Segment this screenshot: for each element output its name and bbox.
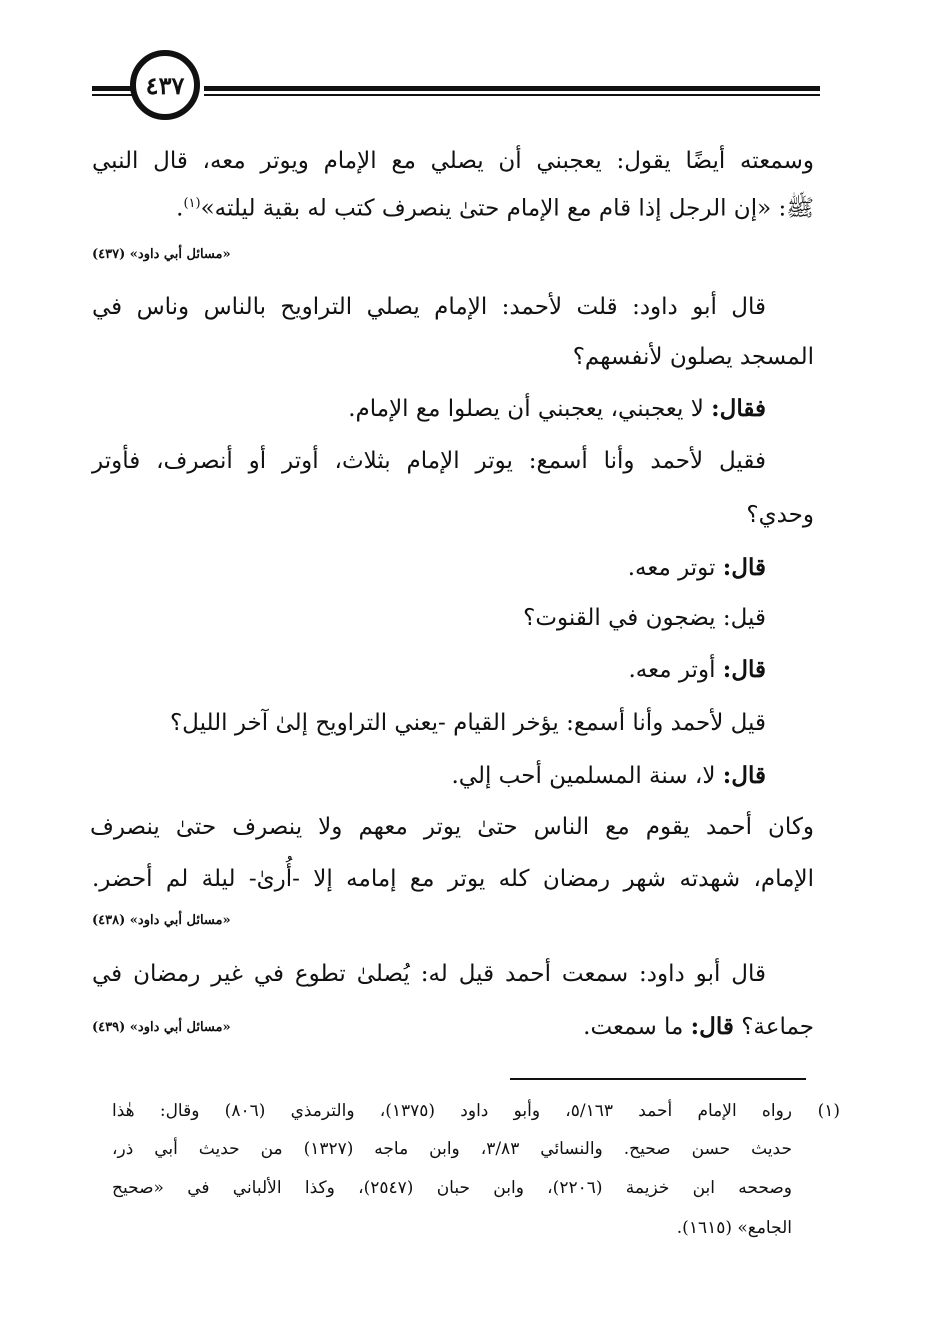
text-line xyxy=(92,556,814,580)
footnote-marker: (١) xyxy=(183,196,201,211)
page-number: ٤٣٧ xyxy=(130,50,200,120)
text-span: جماعة؟ xyxy=(733,1014,814,1040)
text-line xyxy=(92,658,814,682)
footnote-separator xyxy=(510,1078,806,1080)
footnote-line: حديث حسن صحيح. والنسائي ٣/٨٣، وابن ماجه (١٣٢٧) من حديث أبي ذر، xyxy=(112,1139,792,1159)
text-line: فقيل لأحمد وأنا أسمع: يوتر الإمام بثلاث، أوتر أو أنصرف، فأوتر xyxy=(92,448,766,474)
footnote-line: وصححه ابن خزيمة (٢٢٠٦)، وابن حبان (٢٥٤٧)، وكذا الألباني في «صحيح xyxy=(112,1178,793,1198)
text-line xyxy=(92,764,814,788)
speaker-label: قال: xyxy=(690,1013,734,1040)
text-line: وكان أحمد يقوم مع الناس حتىٰ يوتر معهم ولا ينصرف حتىٰ ينصرف xyxy=(90,814,814,840)
speaker-label: قال: xyxy=(722,762,766,789)
text-line: الإمام، شهدته شهر رمضان كله يوتر مع إمامه إلا -أُرىٰ- ليلة لم أحضر. xyxy=(92,866,814,892)
source-citation: «مسائل أبي داود» (٤٣٧) xyxy=(92,247,231,262)
main-text xyxy=(92,0,814,1338)
speaker-label: فقال: xyxy=(711,395,766,422)
period: . xyxy=(176,195,184,222)
text-line: قال أبو داود: قلت لأحمد: الإمام يصلي التراويح بالناس وناس في xyxy=(92,294,766,320)
text-span: ﷺ: «إن الرجل إذا قام مع الإمام حتىٰ ينصرف كتب له بقية ليلته» xyxy=(200,195,814,222)
text-line xyxy=(92,397,814,421)
speaker-label: قال: xyxy=(722,554,766,581)
text-line: وسمعته أيضًا يقول: يعجبني أن يصلي مع الإمام ويوتر معه، قال النبي xyxy=(92,148,814,174)
text-span: ما سمعت. xyxy=(583,1014,691,1040)
speaker-label: قال: xyxy=(722,656,766,683)
footnote-line: رواه الإمام أحمد ٥/١٦٣، وأبو داود (١٣٧٥)، والترمذي (٨٠٦) وقال: هٰذا xyxy=(112,1101,792,1121)
footnote-line: الجامع» (١٦١٥). xyxy=(676,1218,792,1238)
text-span: لا يعجبني، يعجبني أن يصلوا مع الإمام. xyxy=(348,396,712,422)
text-line xyxy=(92,197,814,221)
text-line: قيل لأحمد وأنا أسمع: يؤخر القيام -يعني التراويح إلىٰ آخر الليل؟ xyxy=(169,710,766,736)
text-line: قال أبو داود: سمعت أحمد قيل له: يُصلىٰ تطوع في غير رمضان في xyxy=(92,961,766,987)
text-line: المسجد يصلون لأنفسهم؟ xyxy=(572,344,814,370)
footnote-number: (١) xyxy=(817,1101,840,1121)
text-span: أوتر معه. xyxy=(628,657,723,683)
text-line: قيل: يضجون في القنوت؟ xyxy=(523,605,766,631)
text-line: وحدي؟ xyxy=(746,502,814,528)
source-citation: «مسائل أبي داود» (٤٣٨) xyxy=(92,913,231,928)
text-span: لا، سنة المسلمين أحب إلي. xyxy=(451,763,723,789)
text-span: توتر معه. xyxy=(627,555,723,581)
source-citation: «مسائل أبي داود» (٤٣٩) xyxy=(92,1020,231,1035)
